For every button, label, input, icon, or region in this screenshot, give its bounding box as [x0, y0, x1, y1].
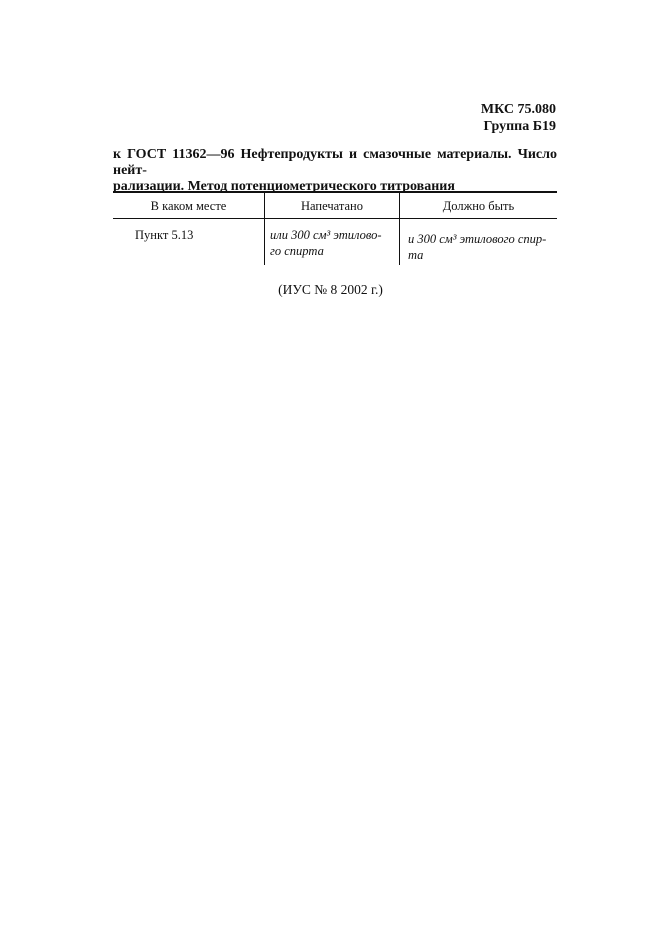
heading-line-1: к ГОСТ 11362—96 Нефтепродукты и смазочные материалы. Число нейт-: [113, 147, 557, 178]
header-correct: Должно быть: [399, 193, 557, 218]
correct-text-line-2: та: [408, 248, 424, 262]
table-header-row: [113, 193, 557, 219]
correct-text-line-1: и 300 см³ этилового спир-: [408, 232, 547, 246]
cell-place: Пункт 5.13: [135, 228, 194, 242]
table-row: [113, 219, 557, 265]
corrections-table: [113, 191, 557, 265]
classification-block: [481, 101, 556, 135]
header-place: В каком месте: [150, 199, 227, 213]
printed-text-line-1: или 300 см³ этилово-: [270, 228, 382, 242]
amendment-heading: [113, 147, 557, 195]
mks-code: МКС 75.080: [480, 102, 556, 117]
printed-text-line-2: го спирта: [270, 244, 324, 258]
header-printed: Напечатано: [264, 193, 399, 218]
cell-printed: [264, 219, 399, 265]
heading-line-2: рализации. Метод потенциометрического титрования: [113, 179, 455, 194]
group-code: Группа Б19: [483, 119, 556, 134]
source-reference: (ИУС № 8 2002 г.): [278, 282, 383, 297]
cell-correct: [399, 219, 557, 265]
